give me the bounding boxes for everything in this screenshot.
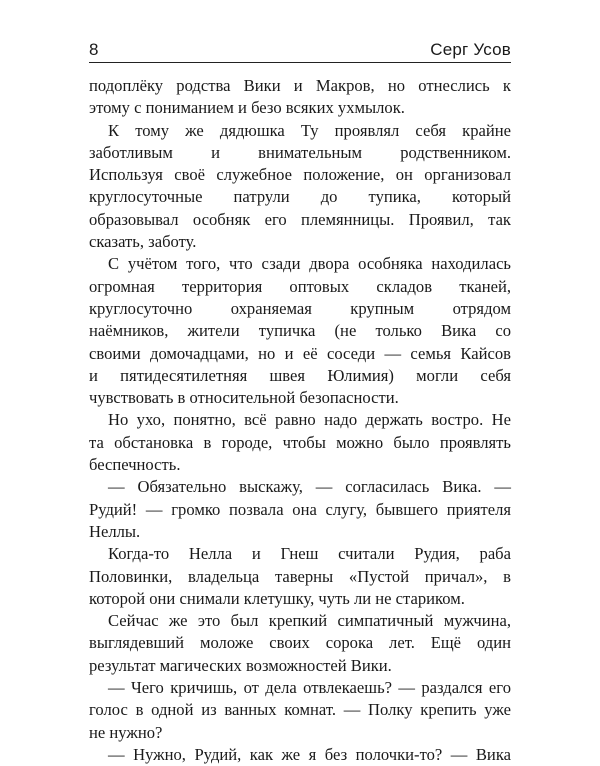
text-line: беспечность. bbox=[89, 455, 181, 475]
text-line: не нужно? bbox=[89, 722, 163, 742]
text-line: сказать, заботу. bbox=[89, 232, 197, 252]
text-line: результат магических возможностей Вики. bbox=[89, 655, 392, 675]
text-line: Когда-то Нелла и Гнеш считали Рудия, раба bbox=[108, 544, 511, 564]
text-line: Половинки, владельца таверны «Пустой причал», в bbox=[89, 566, 511, 586]
text-line: образовывал особняк его племянницы. Проявил, так bbox=[89, 209, 511, 229]
text-line: этому с пониманием и безо всяких ухмылок. bbox=[89, 98, 405, 118]
text-line: выглядевший моложе своих сорока лет. Ещё один bbox=[89, 633, 511, 653]
page-number: 8 bbox=[89, 40, 99, 59]
book-page bbox=[89, 0, 511, 764]
text-line: голос в одной из ванных комнат. — Полку крепить уже bbox=[89, 700, 511, 720]
text-line: — Обязательно выскажу, — согласилась Вика. — bbox=[108, 477, 511, 497]
text-line: чувствовать в относительной безопасности. bbox=[89, 388, 399, 408]
text-line: та обстановка в городе, чтобы можно было проявлять bbox=[89, 432, 511, 452]
text-line: огромная территория оптовых складов тканей, bbox=[89, 276, 511, 296]
text-line: которой они снимали клетушку, чуть ли не стариком. bbox=[89, 588, 465, 608]
text-line: подоплёку родства Вики и Макров, но отнеслись к bbox=[89, 76, 511, 95]
running-title: Серг Усов bbox=[430, 40, 511, 59]
text-line: Сейчас же это был крепкий симпатичный мужчина, bbox=[108, 611, 511, 631]
text-line: — Нужно, Рудий, как же я без полочки-то? — Вика bbox=[108, 744, 511, 764]
text-line: — Чего кричишь, от дела отвлекаешь? — раздался его bbox=[108, 678, 511, 698]
text-line: Неллы. bbox=[89, 521, 141, 541]
text-line: Используя своё служебное положение, он организовал bbox=[89, 165, 511, 185]
text-line: своими домочадцами, но и её соседи — семья Кайсов bbox=[89, 343, 511, 363]
text-line: заботливым и внимательным родственником. bbox=[89, 142, 511, 162]
text-line: наёмников, жители тупичка (не только Вика со bbox=[89, 321, 511, 341]
text-line: круглосуточные патрули до тупика, который bbox=[89, 187, 511, 207]
text-line: круглосуточно охраняемая крупным отрядом bbox=[89, 298, 511, 318]
text-line: С учётом того, что сзади двора особняка находилась bbox=[108, 254, 511, 274]
running-header bbox=[89, 40, 511, 63]
text-line: Рудий! — громко позвала она слугу, бывшего приятеля bbox=[89, 499, 511, 519]
text-line: Но ухо, понятно, всё равно надо держать востро. Не bbox=[108, 410, 511, 430]
body-text bbox=[89, 75, 511, 766]
text-line: и пятидесятилетняя швея Юлимия) могли себя bbox=[89, 365, 511, 385]
text-line: К тому же дядюшка Ту проявлял себя крайне bbox=[108, 120, 511, 140]
